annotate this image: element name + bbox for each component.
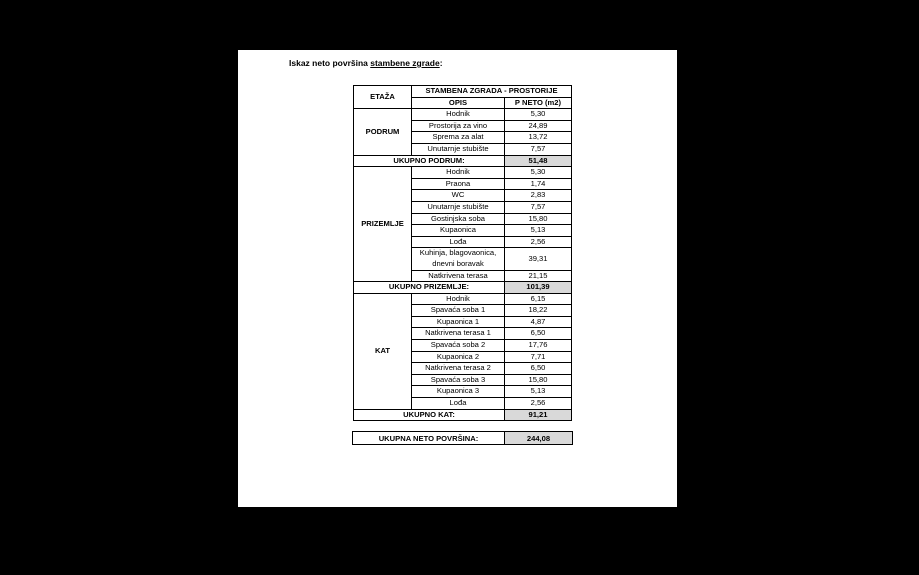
opis-cell: Praona [412,178,505,190]
table-title: STAMBENA ZGRADA - PROSTORIJE [412,86,572,98]
p-neto-cell: 21,15 [505,270,572,282]
p-neto-cell: 4,87 [505,316,572,328]
table-row [354,293,572,305]
subtotal-value: 101,39 [505,282,572,294]
p-neto-cell: 5,30 [505,167,572,179]
p-neto-cell: 7,71 [505,351,572,363]
p-neto-cell: 6,50 [505,328,572,340]
table-header-row [354,86,572,98]
opis-cell: Natkrivena terasa 1 [412,328,505,340]
p-neto-cell: 2,56 [505,236,572,248]
subtotal-row [354,282,572,294]
p-neto-cell: 5,30 [505,109,572,121]
heading-underlined: stambene zgrade [370,58,440,68]
opis-cell: Kupaonica 2 [412,351,505,363]
opis-cell: WC [412,190,505,202]
p-neto-cell: 13,72 [505,132,572,144]
subtotal-row [354,409,572,421]
total-value: 244,08 [505,432,573,445]
total-label: UKUPNA NETO POVRŠINA: [353,432,505,445]
subtotal-value: 51,48 [505,155,572,167]
opis-cell: Spavaća soba 2 [412,340,505,352]
p-neto-cell: 1,74 [505,178,572,190]
p-neto-cell: 6,50 [505,363,572,375]
p-neto-cell: 15,80 [505,374,572,386]
total-table [352,431,573,445]
p-neto-cell: 24,89 [505,120,572,132]
p-neto-cell: 17,76 [505,340,572,352]
p-neto-cell: 2,83 [505,190,572,202]
p-neto-cell: 2,56 [505,398,572,410]
table-row [354,167,572,179]
opis-cell: Unutarnje stubište [412,143,505,155]
subtotal-value: 91,21 [505,409,572,421]
p-neto-cell: 7,57 [505,201,572,213]
opis-cell: Hodnik [412,109,505,121]
etaza-cell: PODRUM [354,109,412,155]
opis-cell: Lođa [412,398,505,410]
p-neto-cell: 5,13 [505,225,572,237]
p-neto-cell: 18,22 [505,305,572,317]
etaza-cell: KAT [354,293,412,409]
document-heading [289,58,443,68]
opis-cell: Natkrivena terasa [412,270,505,282]
p-neto-cell: 7,57 [505,143,572,155]
opis-cell: Kupaonica [412,225,505,237]
etaza-cell: PRIZEMLJE [354,167,412,282]
p-neto-cell: 15,80 [505,213,572,225]
opis-cell: Sprema za alat [412,132,505,144]
opis-cell: Unutarnje stubište [412,201,505,213]
subtotal-label: UKUPNO PODRUM: [354,155,505,167]
document-page [238,50,677,507]
area-table [353,85,572,421]
opis-cell: Kupaonica 1 [412,316,505,328]
opis-cell: Spavaća soba 3 [412,374,505,386]
opis-cell: Kupaonica 3 [412,386,505,398]
table-row [354,109,572,121]
opis-cell: Hodnik [412,167,505,179]
opis-cell: Lođa [412,236,505,248]
total-row [353,432,573,445]
heading-prefix: Iskaz neto površina [289,58,371,68]
opis-cell: Kuhinja, blagovaonica, dnevni boravak [412,248,505,270]
opis-cell: Prostorija za vino [412,120,505,132]
opis-cell: Gostinjska soba [412,213,505,225]
subtotal-label: UKUPNO KAT: [354,409,505,421]
p-neto-cell: 39,31 [505,248,572,270]
opis-cell: Hodnik [412,293,505,305]
p-neto-cell: 5,13 [505,386,572,398]
p-neto-header: P NETO (m2) [505,97,572,109]
p-neto-cell: 6,15 [505,293,572,305]
opis-header: OPIS [412,97,505,109]
opis-cell: Natkrivena terasa 2 [412,363,505,375]
opis-cell: Spavaća soba 1 [412,305,505,317]
heading-suffix: : [439,58,443,68]
etaza-header: ETAŽA [354,86,412,109]
subtotal-row [354,155,572,167]
subtotal-label: UKUPNO PRIZEMLJE: [354,282,505,294]
